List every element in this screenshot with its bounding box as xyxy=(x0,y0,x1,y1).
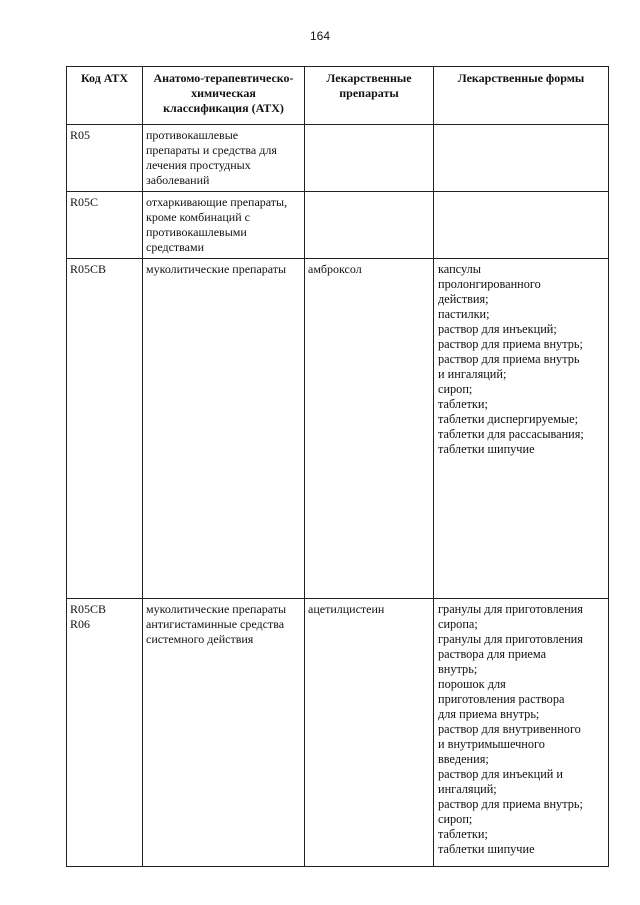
text-line: ингаляций; xyxy=(438,782,497,796)
cell-drug: ацетилцистеин xyxy=(305,599,434,867)
text-line: капсулы xyxy=(438,262,481,276)
text-line: R06 xyxy=(70,617,91,631)
cell-drug: амброксол xyxy=(305,259,434,599)
text-line: введения; xyxy=(438,752,489,766)
text-line: классификация (АТХ) xyxy=(163,101,284,115)
text-line: таблетки шипучие xyxy=(438,442,535,456)
text-line: гранулы для приготовления xyxy=(438,632,583,646)
text-line: для приема внутрь; xyxy=(438,707,540,721)
text-line: препараты и средства для xyxy=(146,143,277,157)
cell-atc-code xyxy=(67,192,143,259)
text-line: Лекарственные формы xyxy=(457,71,585,85)
text-line: раствор для приема внутрь; xyxy=(438,797,583,811)
text-line: и внутримышечного xyxy=(438,737,545,751)
cell-dosage-forms xyxy=(434,192,609,259)
cell-classification xyxy=(143,125,305,192)
text-line: раствор для приема внутрь; xyxy=(438,337,583,351)
text-line: R05C xyxy=(70,195,99,209)
header-atc-classification xyxy=(143,67,305,125)
text-line: R05 xyxy=(70,128,91,142)
text-line: сиропа; xyxy=(438,617,478,631)
text-line: R05CB xyxy=(70,262,107,276)
text-line: противокашлевые xyxy=(146,128,239,142)
text-line: пролонгированного xyxy=(438,277,541,291)
text-line: таблетки; xyxy=(438,827,488,841)
page-number: 164 xyxy=(309,29,331,43)
text-line: порошок для xyxy=(438,677,506,691)
cell-drug xyxy=(305,192,434,259)
text-line: муколитические препараты xyxy=(146,262,287,276)
text-line: кроме комбинаций с xyxy=(146,210,250,224)
text-line: R05CB xyxy=(70,602,107,616)
cell-atc-code xyxy=(67,125,143,192)
text-line: заболеваний xyxy=(146,173,210,187)
header-atc-code xyxy=(67,67,143,125)
text-line: таблетки шипучие xyxy=(438,842,535,856)
text-line: приготовления раствора xyxy=(438,692,565,706)
text-line: отхаркивающие препараты, xyxy=(146,195,288,209)
text-line: лечения простудных xyxy=(146,158,251,172)
table-header-row xyxy=(67,67,609,125)
cell-dosage-forms xyxy=(434,125,609,192)
cell-classification xyxy=(143,259,305,599)
text-line: муколитические препараты xyxy=(146,602,287,616)
text-line: таблетки; xyxy=(438,397,488,411)
text-line: гранулы для приготовления xyxy=(438,602,583,616)
text-line: системного действия xyxy=(146,632,254,646)
header-dosage-forms xyxy=(434,67,609,125)
header-drugs xyxy=(305,67,434,125)
table-row xyxy=(67,259,609,599)
text-line: химическая xyxy=(191,86,256,100)
text-line: сироп; xyxy=(438,812,473,826)
text-line: таблетки для рассасывания; xyxy=(438,427,584,441)
text-line: и ингаляций; xyxy=(438,367,507,381)
text-line: Анатомо-терапевтическо- xyxy=(153,71,294,85)
text-line: сироп; xyxy=(438,382,473,396)
text-line: Код АТХ xyxy=(80,71,129,85)
text-line: противокашлевыми xyxy=(146,225,247,239)
text-line: раствор для внутривенного xyxy=(438,722,581,736)
cell-drug xyxy=(305,125,434,192)
text-line: раствор для приема внутрь xyxy=(438,352,580,366)
cell-atc-code xyxy=(67,599,143,867)
table-row xyxy=(67,599,609,867)
text-line: раствор для инъекций и xyxy=(438,767,564,781)
text-line: средствами xyxy=(146,240,205,254)
table-row xyxy=(67,125,609,192)
cell-classification xyxy=(143,599,305,867)
text-line: антигистаминные средства xyxy=(146,617,285,631)
text-line: пастилки; xyxy=(438,307,490,321)
text-line: действия; xyxy=(438,292,489,306)
cell-dosage-forms xyxy=(434,259,609,599)
text-line: препараты xyxy=(339,86,399,100)
table-row xyxy=(67,192,609,259)
text-line: таблетки диспергируемые; xyxy=(438,412,578,426)
cell-classification xyxy=(143,192,305,259)
cell-dosage-forms xyxy=(434,599,609,867)
text-line: Лекарственные xyxy=(326,71,412,85)
text-line: раствор для инъекций; xyxy=(438,322,557,336)
cell-atc-code xyxy=(67,259,143,599)
text-line: раствора для приема xyxy=(438,647,547,661)
atc-table xyxy=(66,66,609,867)
text-line: внутрь; xyxy=(438,662,478,676)
